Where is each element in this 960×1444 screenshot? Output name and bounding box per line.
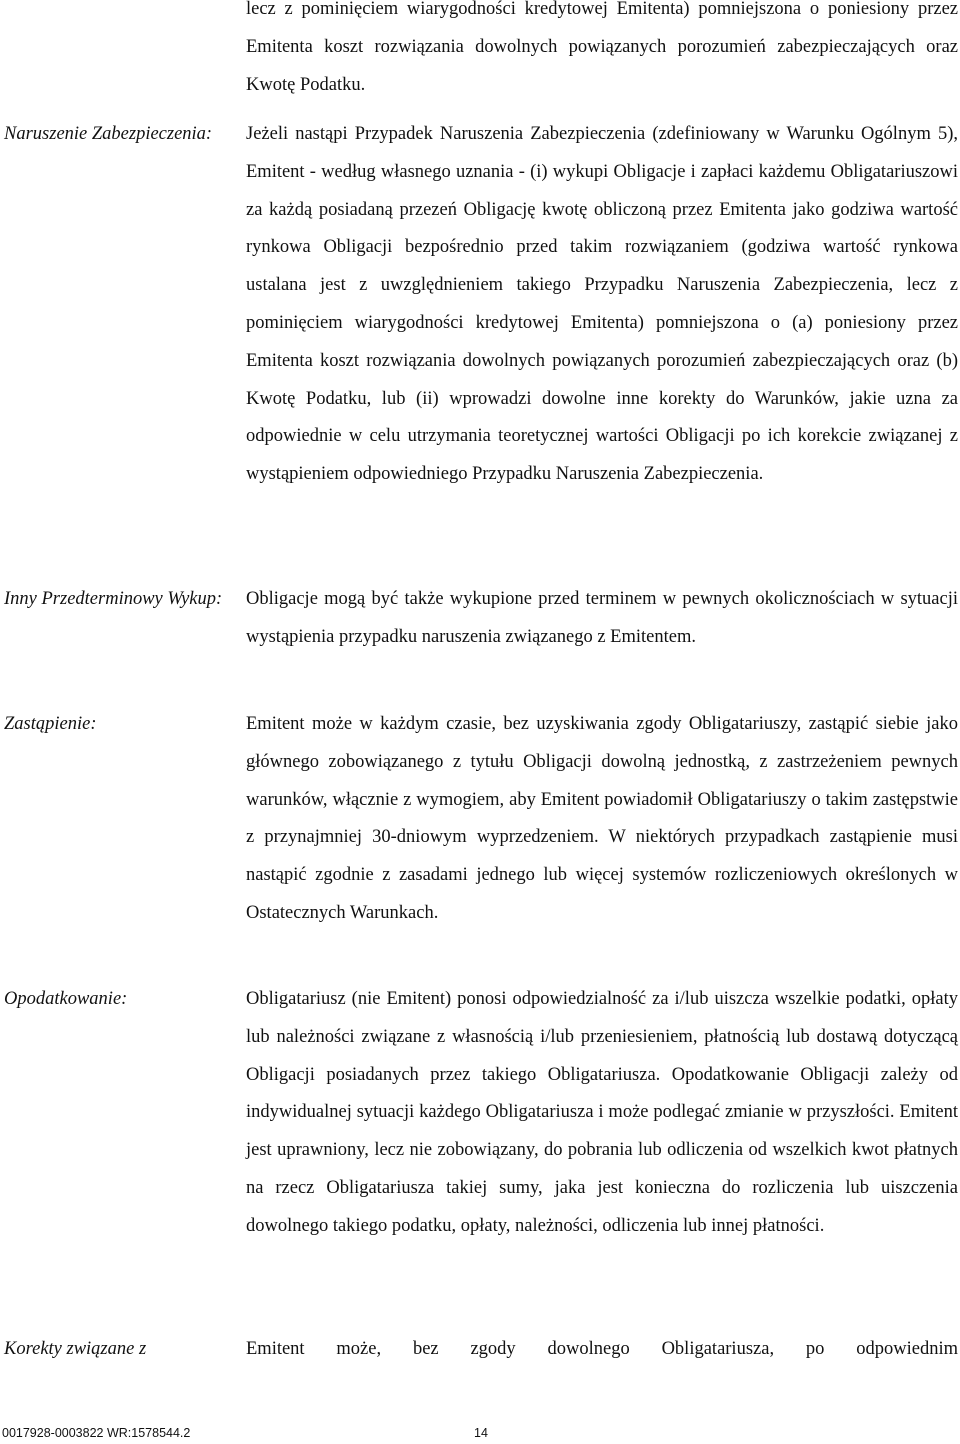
paragraph-korekty: Emitent może, bez zgody dowolnego Obligatariusza, po odpowiednim	[246, 1339, 958, 1359]
paragraph-naruszenie-zabezpieczenia: Jeżeli nastąpi Przypadek Naruszenia Zabezpieczenia (zdefiniowany w Warunku Ogólnym 5), Emitent - według własnego uznania - (i) wykupi Obligacje i zapłaci każdemu Obligatariuszowi za każdą posiadaną przezeń Obligację kwotę obliczoną przez Emitenta jako godziwa wartość rynkowa Obligacji bezpośrednio przed takim rozwiązaniem (godziwa wartość rynkowa ustalana jest z uwzględnieniem takiego Przypadku Naruszenia Zabezpieczenia, lecz z pominięciem wiarygodności kredytowej Emitenta) pomniejszona o (a) poniesiony przez Emitenta koszt rozwiązania dowolnych powiązanych porozumień zabezpieczających oraz (b) Kwotę Podatku, lub (ii) wprowadzi dowolne inne korekty do Warunków, jakie uzna za odpowiednie w celu utrzymania teoretycznej wartości Obligacji po ich korekcie związanej z wystąpieniem odpowiedniego Przypadku Naruszenia Zabezpieczenia.	[246, 124, 958, 485]
paragraph-opodatkowanie: Obligatariusz (nie Emitent) ponosi odpowiedzialność za i/lub uiszcza wszelkie podatki, opłaty lub należności związane z własnością i/lub przeniesieniem, płatnością lub dostawą dotyczącą Obligacji posiadanych przez takiego Obligatariusza. Opodatkowanie Obligacji zależy od indywidualnej sytuacji każdego Obligatariusza i może podlegać zmianie w przyszłości. Emitent jest uprawniony, lecz nie zobowiązany, do pobrania lub odliczenia od wszelkich kwot płatnych na rzecz Obligatariusza takiej sumy, jaka jest konieczna do rozliczenia lub uiszczenia dowolnego takiego podatku, opłaty, należności, odliczenia lub innej płatności.	[246, 989, 958, 1236]
footer-document-id: 0017928-0003822 WR:1578544.2	[2, 1426, 191, 1440]
label-naruszenie-zabezpieczenia: Naruszenie Zabezpieczenia:	[4, 124, 213, 144]
paragraph-inny-przedterminowy-wykup: Obligacje mogą być także wykupione przed terminem w pewnych okolicznościach w sytuacji wystąpienia przypadku naruszenia związanego z Emitentem.	[246, 589, 958, 647]
footer-page-number: 14	[474, 1426, 488, 1440]
paragraph-zastapienie: Emitent może w każdym czasie, bez uzyskiwania zgody Obligatariuszy, zastąpić siebie jako głównego zobowiązanego z tytułu Obligacji dowolną jednostką, z zastrzeżeniem pewnych warunków, włącznie z wymogiem, aby Emitent powiadomił Obligatariuszy o takim zastępstwie z przynajmniej 30-dniowym wyprzedzeniem. W niektórych przypadkach zastąpienie musi nastąpić zgodnie z zasadami jednego lub więcej systemów rozliczeniowych określonych w Ostatecznych Warunkach.	[246, 714, 958, 923]
label-opodatkowanie: Opodatkowanie:	[4, 989, 128, 1009]
label-inny-przedterminowy-wykup: Inny Przedterminowy Wykup:	[4, 589, 223, 609]
intro-paragraph: lecz z pominięciem wiarygodności kredytowej Emitenta) pomniejszona o poniesiony przez Emitenta koszt rozwiązania dowolnych powiązanych porozumień zabezpieczających oraz Kwotę Podatku.	[246, 0, 958, 95]
label-korekty: Korekty związane z	[4, 1339, 147, 1359]
label-zastapienie: Zastąpienie:	[4, 714, 97, 734]
